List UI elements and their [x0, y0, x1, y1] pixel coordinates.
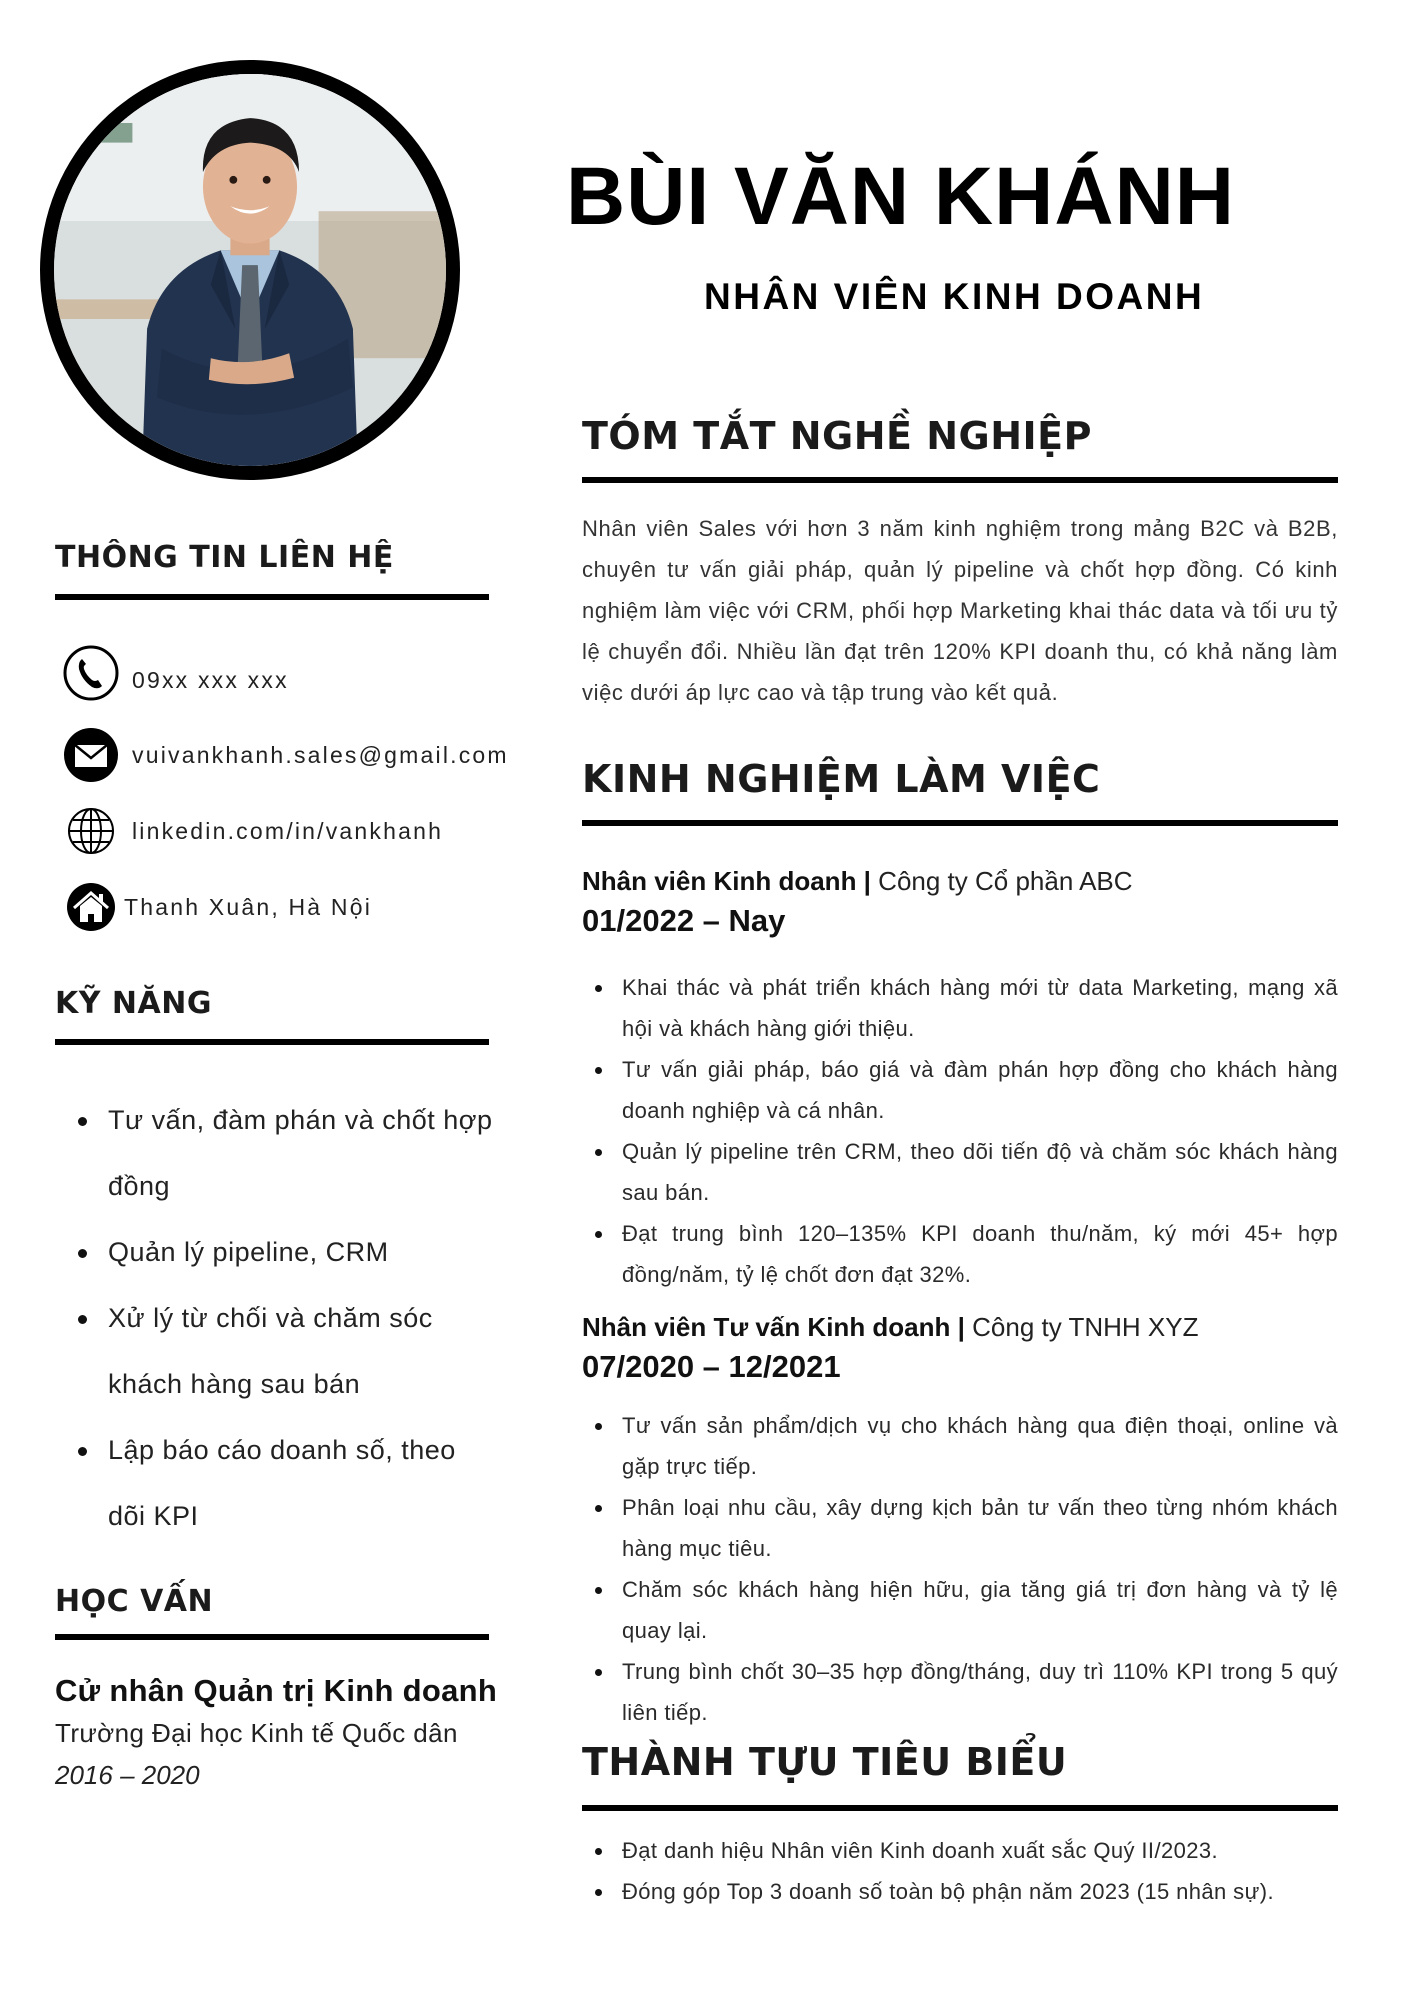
- experience-heading: KINH NGHIỆM LÀM VIỆC: [582, 757, 1101, 801]
- skill-item: Xử lý từ chối và chăm sóc khách hàng sau bán: [78, 1285, 498, 1417]
- experience-heading-rule: [582, 820, 1338, 826]
- phone-number[interactable]: 09xx xxx xxx: [132, 666, 289, 693]
- education-heading: HỌC VẤN: [55, 1584, 214, 1619]
- skill-item: Quản lý pipeline, CRM: [78, 1219, 498, 1285]
- email-icon: [62, 726, 120, 784]
- job-bullets-2: [582, 1405, 1338, 1733]
- summary-text: Nhân viên Sales với hơn 3 năm kinh nghiệm trong mảng B2C và B2B, chuyên tư vấn giải pháp, quản lý pipeline và chốt hợp đồng. Có kinh nghiệm làm việc với CRM, phối hợp Marketing khai thác data và tối ưu tỷ lệ chuyển đổi. Nhiều lần đạt trên 120% KPI doanh thu, có khả năng làm việc dưới áp lực cao và tập trung vào kết quả.: [582, 516, 1338, 705]
- profile-photo-frame: [40, 60, 460, 480]
- job-bullet: Trung bình chốt 30–35 hợp đồng/tháng, duy trì 110% KPI trong 5 quý liên tiếp.: [582, 1651, 1338, 1733]
- portrait-image: [54, 74, 446, 466]
- contact-heading: THÔNG TIN LIÊN HỆ: [55, 540, 394, 575]
- summary-heading-rule: [582, 477, 1338, 483]
- job-bullet: Tư vấn giải pháp, báo giá và đàm phán hợp đồng cho khách hàng doanh nghiệp và cá nhân.: [582, 1049, 1338, 1131]
- skills-heading: KỸ NĂNG: [55, 986, 212, 1021]
- achievements-heading-rule: [582, 1805, 1338, 1811]
- skills-heading-rule: [55, 1039, 489, 1045]
- education-heading-rule: [55, 1634, 489, 1640]
- skill-item: Lập báo cáo doanh số, theo dõi KPI: [78, 1417, 498, 1549]
- achievement-item: Đóng góp Top 3 doanh số toàn bộ phận năm 2023 (15 nhân sự).: [582, 1871, 1338, 1912]
- address-text: Thanh Xuân, Hà Nội: [124, 893, 373, 920]
- job-header-1: [582, 866, 1133, 897]
- phone-icon: [62, 644, 120, 702]
- job-bullet: Khai thác và phát triển khách hàng mới từ data Marketing, mạng xã hội và khách hàng giới thiệu.: [582, 967, 1338, 1049]
- home-icon: [62, 878, 120, 936]
- achievement-item: Đạt danh hiệu Nhân viên Kinh doanh xuất sắc Quý II/2023.: [582, 1830, 1338, 1871]
- contact-linkedin: [62, 802, 443, 860]
- job-dates: 07/2020 – 12/2021: [582, 1349, 841, 1384]
- candidate-name: BÙI VĂN KHÁNH: [566, 151, 1235, 242]
- candidate-job-title: NHÂN VIÊN KINH DOANH: [704, 276, 1205, 317]
- contact-email: [62, 726, 509, 784]
- contact-address: [62, 878, 372, 936]
- skills-list: [78, 1087, 498, 1549]
- job-dates: 01/2022 – Nay: [582, 903, 786, 938]
- profile-photo: [54, 74, 446, 466]
- job-bullets-1: [582, 967, 1338, 1295]
- job-company: Công ty TNHH XYZ: [964, 1312, 1199, 1342]
- job-bullet: Quản lý pipeline trên CRM, theo dõi tiến độ và chăm sóc khách hàng sau bán.: [582, 1131, 1338, 1213]
- skill-item: Tư vấn, đàm phán và chốt hợp đồng: [78, 1087, 498, 1219]
- contact-heading-rule: [55, 594, 489, 600]
- education-degree: Cử nhân Quản trị Kinh doanh: [55, 1673, 498, 1708]
- linkedin-url[interactable]: linkedin.com/in/vankhanh: [132, 817, 444, 844]
- summary-heading: TÓM TẮT NGHỀ NGHIỆP: [582, 414, 1092, 458]
- job-role: Nhân viên Tư vấn Kinh doanh |: [582, 1312, 965, 1342]
- job-bullet: Đạt trung bình 120–135% KPI doanh thu/năm, ký mới 45+ hợp đồng/năm, tỷ lệ chốt đơn đạt 32%.: [582, 1213, 1338, 1295]
- education-years: 2016 – 2020: [55, 1760, 200, 1790]
- job-role: Nhân viên Kinh doanh |: [582, 866, 871, 896]
- education-school: Trường Đại học Kinh tế Quốc dân: [55, 1718, 458, 1748]
- job-bullet: Tư vấn sản phẩm/dịch vụ cho khách hàng qua điện thoại, online và gặp trực tiếp.: [582, 1405, 1338, 1487]
- job-bullet: Phân loại nhu cầu, xây dựng kịch bản tư vấn theo từng nhóm khách hàng mục tiêu.: [582, 1487, 1338, 1569]
- achievements-heading: THÀNH TỰU TIÊU BIỂU: [582, 1740, 1068, 1784]
- job-header-2: [582, 1312, 1199, 1343]
- job-company: Công ty Cổ phần ABC: [870, 866, 1133, 896]
- achievements-list: [582, 1830, 1338, 1912]
- job-bullet: Chăm sóc khách hàng hiện hữu, gia tăng giá trị đơn hàng và tỷ lệ quay lại.: [582, 1569, 1338, 1651]
- globe-icon: [62, 802, 120, 860]
- email-address[interactable]: vuivankhanh.sales@gmail.com: [132, 741, 509, 768]
- contact-phone: [62, 644, 289, 702]
